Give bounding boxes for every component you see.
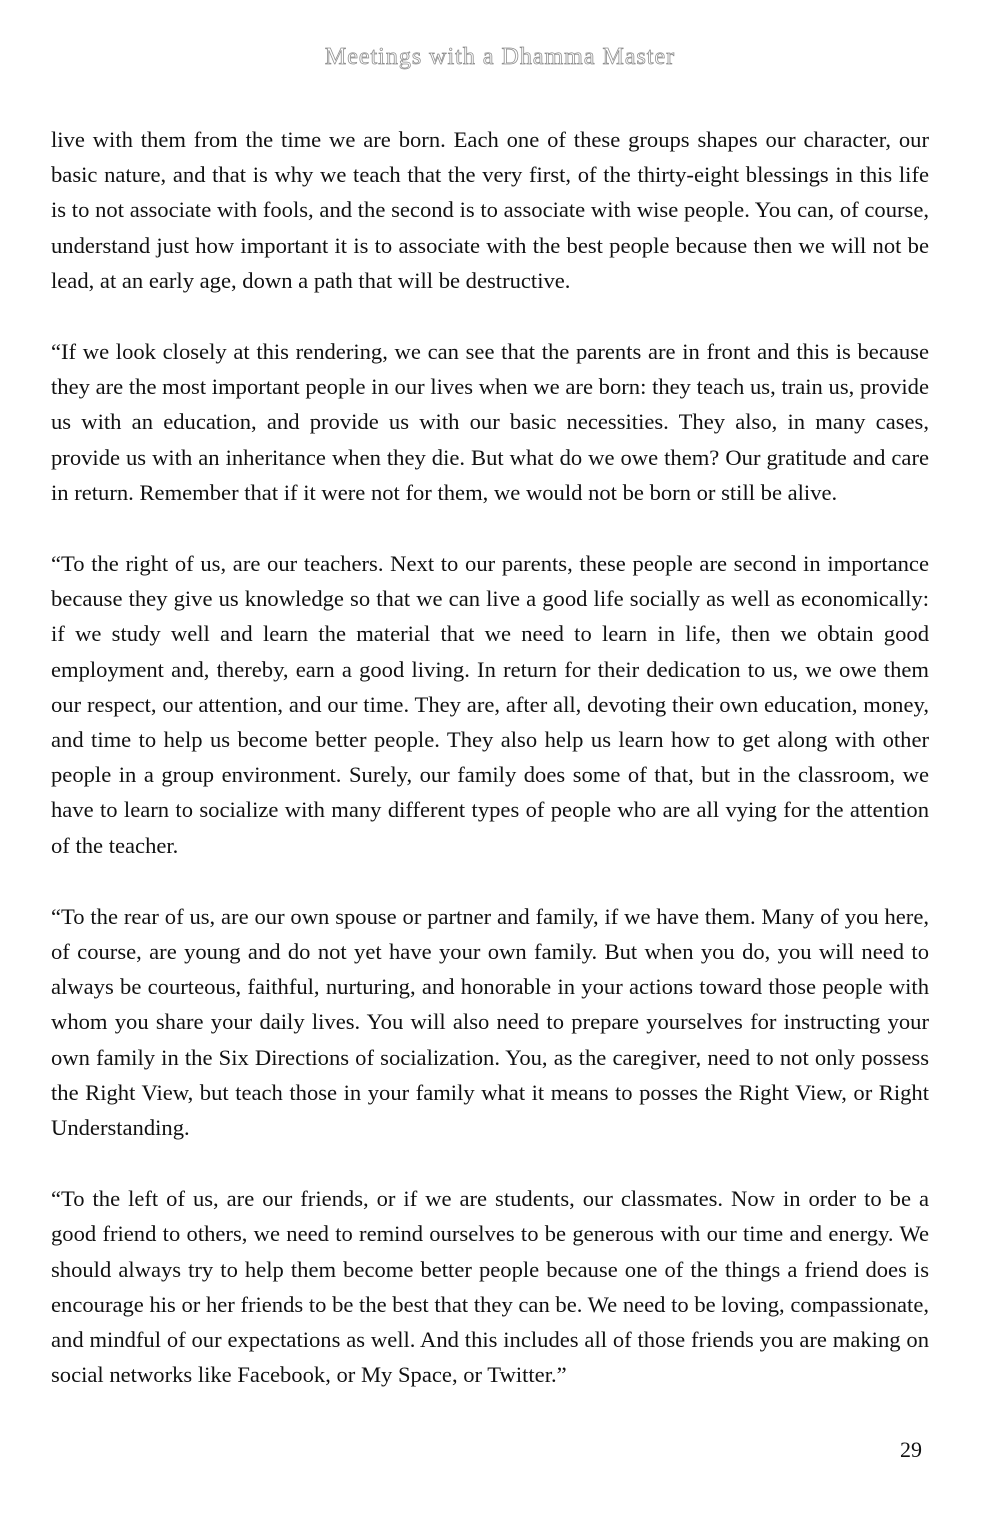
paragraph-4: “To the rear of us, are our own spouse or partner and family, if we have them. Many of you here, of course, are young and do not yet have your own family. But when you do, you will need to always be courteous, faithful, nurturing, and honorable in your actions toward those people with whom you share your daily lives. You will also need to prepare yourselves for instructing your own family in the Six Directions of socialization. You, as the caregiver, need to not only possess the Right View, but teach those in your family what it means to posses the Right View, or Right Understanding.	[51, 903, 929, 1141]
running-header: Meetings with a Dhamma Master	[324, 44, 676, 70]
paragraph-1: live with them from the time we are born. Each one of these groups shapes our character, our basic nature, and that is why we teach that the very first, of the thirty-eight blessings in this life is to not associate with fools, and the second is to associate with wise people. You can, of course, understand just how important it is to associate with the best people because then we will not be lead, at an early age, down a path that will be destructive.	[51, 127, 929, 293]
page-number: 29	[900, 1437, 922, 1462]
body-text	[51, 122, 929, 1429]
paragraph-5: “To the left of us, are our friends, or if we are students, our classmates. Now in order to be a good friend to others, we need to remind ourselves to be generous with our time and energy. We should always try to help them become better people because one of the things a friend does is encourage his or her friends to be the best that they can be. We need to be loving, compassionate, and mindful of our expectations as well. And this includes all of those friends you are making on social networks like Facebook, or My Space, or Twitter.”	[51, 1186, 930, 1388]
paragraph-3: “To the right of us, are our teachers. Next to our parents, these people are second in importance because they give us knowledge so that we can live a good life socially as well as economically: if we study well and learn the material that we need to learn in life, then we obtain good employment and, thereby, earn a good living. In return for their dedication to us, we owe them our respect, our attention, and our time. They are, after all, devoting their own education, money, and time to help us become better people. They also help us learn how to get along with other people in a group environment. Surely, our family does some of that, but in the classroom, we have to learn to socialize with many different types of people who are all vying for the attention of the teacher.	[51, 551, 929, 858]
paragraph-2: “If we look closely at this rendering, we can see that the parents are in front and this is because they are the most important people in our lives when we are born: they teach us, train us, provide us with an education, and provide us with our basic necessities. They also, in many cases, provide us with an inheritance when they die. But what do we owe them? Our gratitude and care in return. Remember that if it were not for them, we would not be born or still be alive.	[51, 339, 929, 505]
